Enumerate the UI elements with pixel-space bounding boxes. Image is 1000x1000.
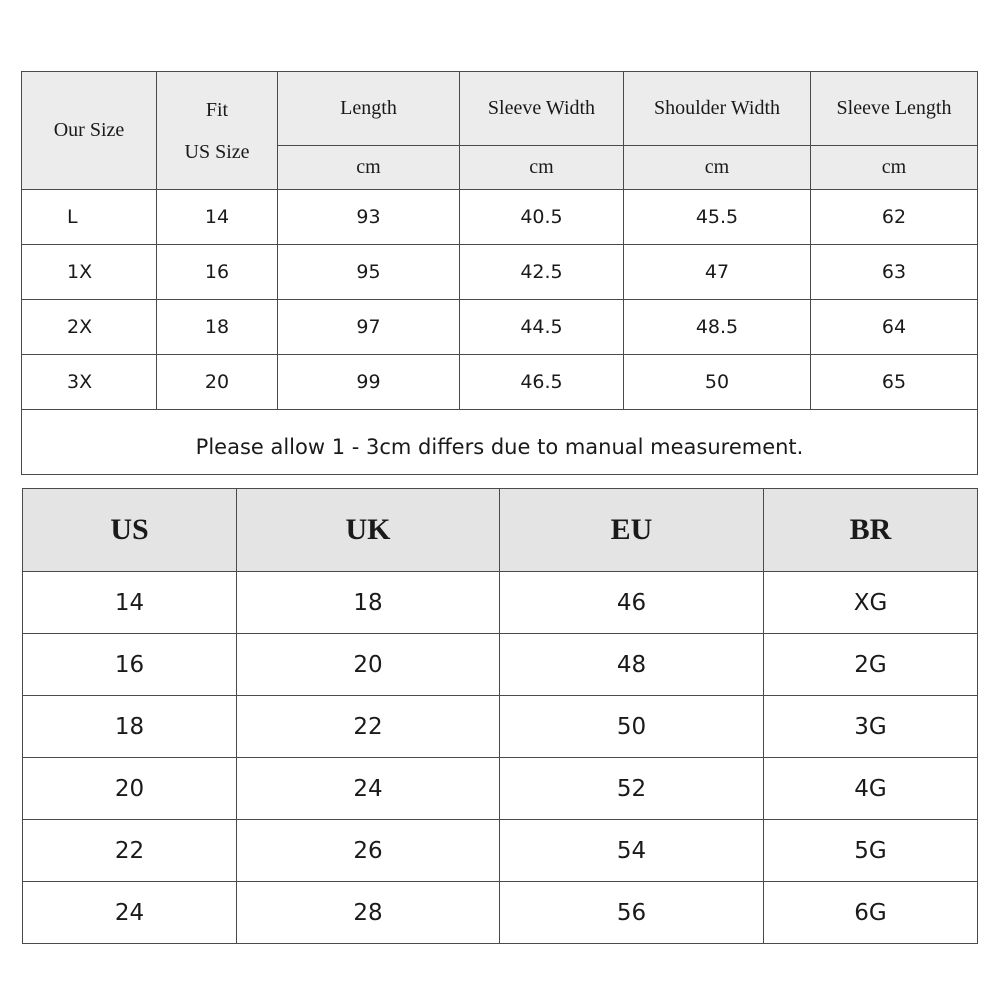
table-row bbox=[23, 572, 978, 634]
header-sleeve-length: Sleeve Length bbox=[811, 72, 978, 146]
table-row bbox=[23, 634, 978, 696]
table-cell: 46 bbox=[500, 572, 764, 634]
size-chart-table bbox=[21, 71, 978, 475]
table-cell: 6G bbox=[764, 882, 978, 944]
table-cell: 16 bbox=[23, 634, 237, 696]
unit-cell: cm bbox=[460, 146, 624, 190]
note-row bbox=[22, 410, 978, 475]
table-row bbox=[22, 355, 978, 410]
table-cell: 20 bbox=[237, 634, 500, 696]
table-cell: 48.5 bbox=[624, 300, 811, 355]
table-row bbox=[23, 696, 978, 758]
table-cell: 3X bbox=[22, 355, 157, 410]
table-cell: 18 bbox=[157, 300, 278, 355]
header-sleeve-width: Sleeve Width bbox=[460, 72, 624, 146]
table-cell: 52 bbox=[500, 758, 764, 820]
table-cell: 95 bbox=[278, 245, 460, 300]
table-cell: 46.5 bbox=[460, 355, 624, 410]
header-fit: Fit bbox=[205, 98, 229, 121]
table-cell: 99 bbox=[278, 355, 460, 410]
table-cell: 44.5 bbox=[460, 300, 624, 355]
table-cell: XG bbox=[764, 572, 978, 634]
table-cell: 22 bbox=[237, 696, 500, 758]
header-our-size: Our Size bbox=[22, 72, 157, 190]
table-cell: 42.5 bbox=[460, 245, 624, 300]
table-cell: 65 bbox=[811, 355, 978, 410]
table-cell: L bbox=[22, 190, 157, 245]
header-fit-us-size bbox=[157, 72, 278, 190]
header-us: US bbox=[23, 489, 237, 572]
header-us-size: US Size bbox=[184, 140, 250, 163]
table-cell: 14 bbox=[157, 190, 278, 245]
table-row bbox=[22, 300, 978, 355]
table-cell: 48 bbox=[500, 634, 764, 696]
table-cell: 1X bbox=[22, 245, 157, 300]
unit-cell: cm bbox=[624, 146, 811, 190]
conversion-header-row bbox=[23, 489, 978, 572]
table-cell: 5G bbox=[764, 820, 978, 882]
table-cell: 20 bbox=[157, 355, 278, 410]
table-cell: 64 bbox=[811, 300, 978, 355]
measurement-note: Please allow 1 - 3cm differs due to manual measurement. bbox=[22, 410, 978, 475]
table-cell: 62 bbox=[811, 190, 978, 245]
header-shoulder-width: Shoulder Width bbox=[624, 72, 811, 146]
table-cell: 18 bbox=[23, 696, 237, 758]
table-cell: 14 bbox=[23, 572, 237, 634]
unit-cell: cm bbox=[278, 146, 460, 190]
table-cell: 50 bbox=[624, 355, 811, 410]
table-cell: 50 bbox=[500, 696, 764, 758]
unit-cell: cm bbox=[811, 146, 978, 190]
table-cell: 54 bbox=[500, 820, 764, 882]
table-cell: 16 bbox=[157, 245, 278, 300]
table-cell: 24 bbox=[23, 882, 237, 944]
table-row bbox=[22, 245, 978, 300]
table-cell: 26 bbox=[237, 820, 500, 882]
header-uk: UK bbox=[237, 489, 500, 572]
table-row bbox=[22, 190, 978, 245]
table-cell: 3G bbox=[764, 696, 978, 758]
table-cell: 18 bbox=[237, 572, 500, 634]
table-cell: 63 bbox=[811, 245, 978, 300]
table-cell: 45.5 bbox=[624, 190, 811, 245]
header-br: BR bbox=[764, 489, 978, 572]
header-eu: EU bbox=[500, 489, 764, 572]
table-cell: 40.5 bbox=[460, 190, 624, 245]
header-length: Length bbox=[278, 72, 460, 146]
table-row bbox=[23, 882, 978, 944]
table-cell: 22 bbox=[23, 820, 237, 882]
table-cell: 93 bbox=[278, 190, 460, 245]
table-cell: 47 bbox=[624, 245, 811, 300]
table-cell: 28 bbox=[237, 882, 500, 944]
size-chart-header-row bbox=[22, 72, 978, 146]
size-conversion-table bbox=[22, 488, 978, 944]
table-row bbox=[23, 758, 978, 820]
table-cell: 97 bbox=[278, 300, 460, 355]
table-cell: 2G bbox=[764, 634, 978, 696]
table-row bbox=[23, 820, 978, 882]
table-cell: 4G bbox=[764, 758, 978, 820]
table-cell: 20 bbox=[23, 758, 237, 820]
table-cell: 2X bbox=[22, 300, 157, 355]
table-cell: 56 bbox=[500, 882, 764, 944]
table-cell: 24 bbox=[237, 758, 500, 820]
